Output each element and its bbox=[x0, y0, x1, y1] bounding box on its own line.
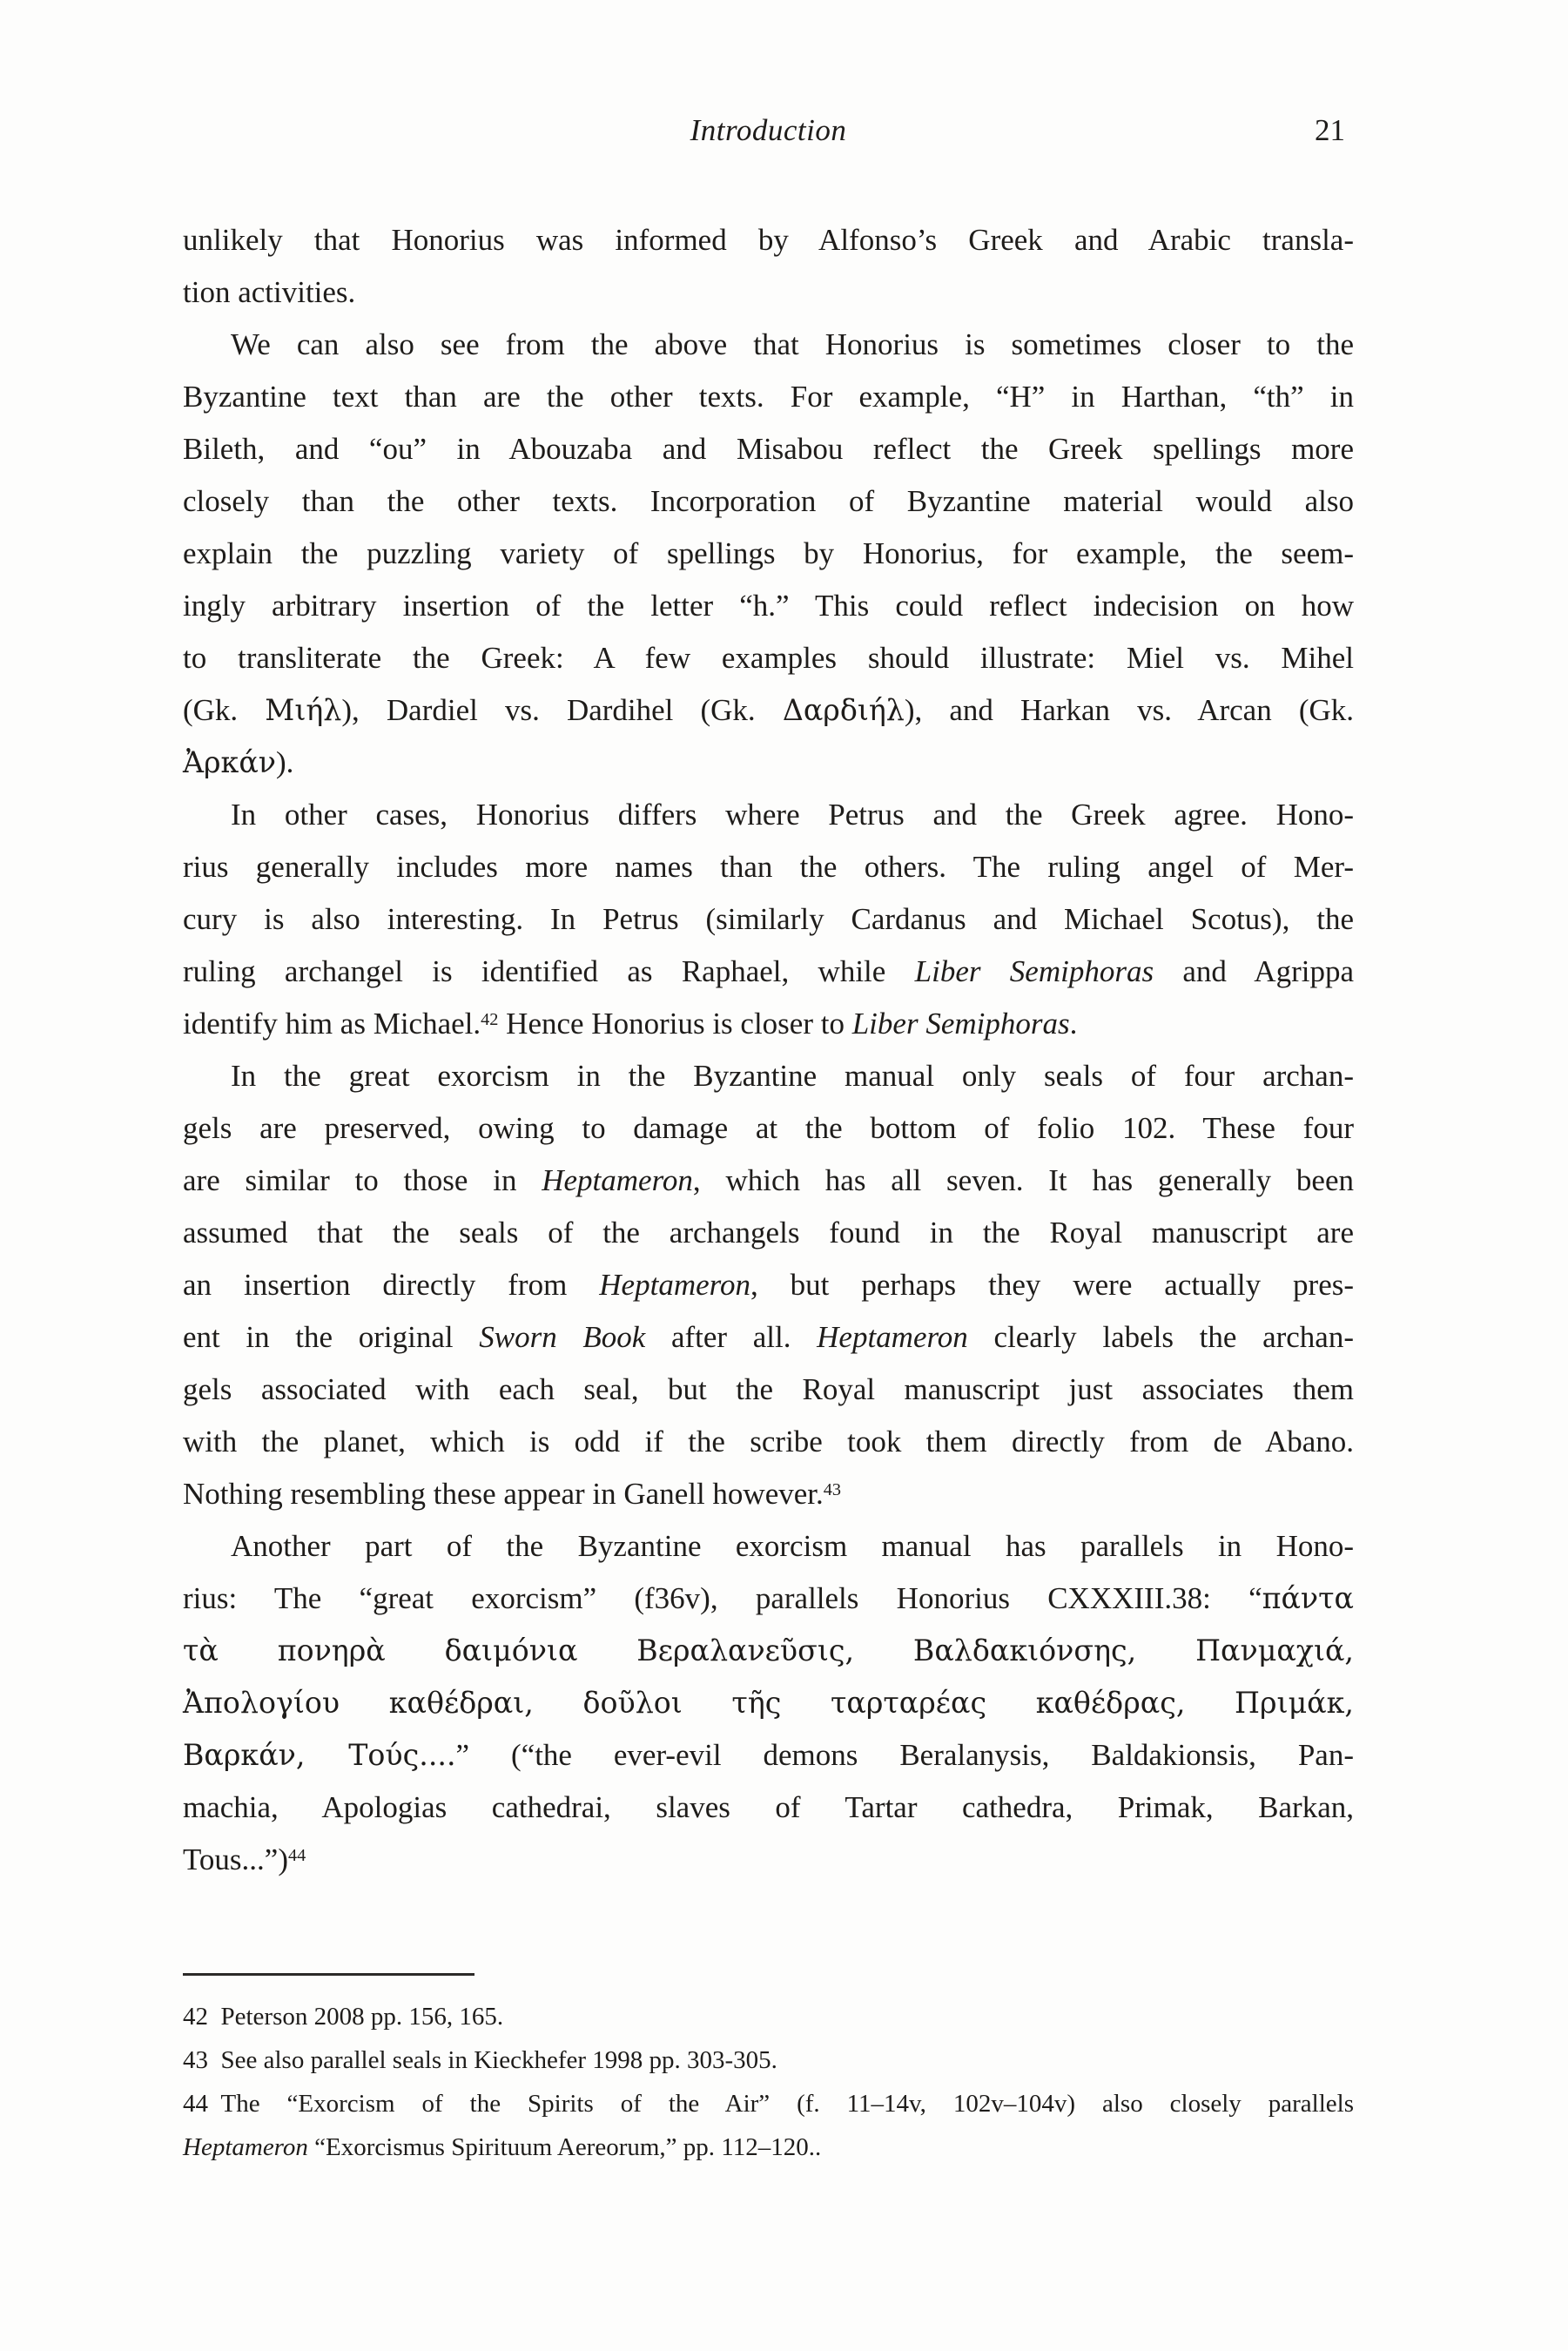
text-segment: In the great exorcism in the Byzantine manual only seals of four archan- bbox=[231, 1059, 1354, 1093]
text-segment: Hence Honorius is closer to bbox=[498, 1007, 852, 1041]
text-segment: “Exorcismus Spirituum Aereorum,” pp. 112–120.. bbox=[307, 2133, 822, 2161]
footnotes bbox=[183, 1995, 1354, 2169]
text-line bbox=[183, 1259, 1354, 1311]
text-segment: identify him as Michael. bbox=[183, 1007, 481, 1041]
text-segment: ent in the original bbox=[183, 1320, 480, 1354]
text-line bbox=[183, 1416, 1354, 1468]
text-segment: 43 See also parallel seals in Kieckhefer 1998 pp. 303-305. bbox=[183, 2046, 777, 2074]
text-segment: closely than the other texts. Incorporation of Byzantine material would also bbox=[183, 484, 1354, 518]
text-segment: , but perhaps they were actually pres- bbox=[750, 1268, 1355, 1302]
text-segment: Heptameron bbox=[817, 1320, 968, 1354]
text-line bbox=[183, 1573, 1354, 1625]
text-segment: ), Dardiel vs. Dardihel (Gk. bbox=[341, 693, 783, 727]
text-line bbox=[183, 1782, 1354, 1834]
text-line bbox=[183, 371, 1354, 423]
text-line bbox=[183, 1520, 1354, 1573]
text-segment: Nothing resembling these appear in Ganell however. bbox=[183, 1477, 824, 1511]
text-segment: Sworn Book bbox=[479, 1320, 646, 1354]
text-line bbox=[183, 1834, 1354, 1886]
text-segment: Δαρδιήλ bbox=[782, 693, 905, 727]
text-segment: clearly labels the archan- bbox=[967, 1320, 1354, 1354]
text-segment: Liber Semiphoras bbox=[914, 954, 1154, 988]
text-segment: . bbox=[1069, 1007, 1078, 1041]
text-line bbox=[183, 841, 1354, 893]
text-segment: are similar to those in bbox=[183, 1163, 542, 1197]
running-header bbox=[183, 111, 1354, 150]
footnote-marker: 42 bbox=[481, 1009, 499, 1029]
text-line bbox=[183, 319, 1354, 371]
text-segment: gels are preserved, owing to damage at the bottom of folio 102. These four bbox=[183, 1111, 1354, 1145]
text-segment: ). bbox=[276, 745, 294, 779]
text-line bbox=[183, 1468, 1354, 1520]
text-line bbox=[183, 1155, 1354, 1207]
text-line bbox=[183, 1729, 1354, 1782]
text-line bbox=[183, 1050, 1354, 1102]
footnote-marker: 43 bbox=[823, 1479, 842, 1499]
text-line bbox=[183, 2125, 1354, 2169]
text-line bbox=[183, 1995, 1354, 2038]
text-line bbox=[183, 1677, 1354, 1729]
text-segment: after all. bbox=[645, 1320, 818, 1354]
text-segment: tion activities. bbox=[183, 275, 356, 309]
text-segment: 42 Peterson 2008 pp. 156, 165. bbox=[183, 2003, 504, 2031]
text-segment: 44 The “Exorcism of the Spirits of the Air” (f. 11–14v, 102v–104v) also closely parallels bbox=[183, 2090, 1354, 2118]
body-text bbox=[183, 214, 1354, 1886]
text-line bbox=[183, 214, 1354, 266]
text-line bbox=[183, 1207, 1354, 1259]
text-segment: Heptameron bbox=[599, 1268, 750, 1302]
text-segment: ), and Harkan vs. Arcan (Gk. bbox=[904, 693, 1355, 727]
text-segment: rius: The “great exorcism” (f36v), parallels Honorius CXXXIII.38: “ bbox=[183, 1581, 1262, 1615]
text-line bbox=[183, 737, 1354, 789]
text-line bbox=[183, 1102, 1354, 1155]
text-line bbox=[183, 266, 1354, 319]
text-segment: Another part of the Byzantine exorcism manual has parallels in Hono- bbox=[231, 1529, 1354, 1563]
text-segment: machia, Apologias cathedrai, slaves of Tartar cathedra, Primak, Barkan, bbox=[183, 1790, 1354, 1824]
text-line bbox=[183, 475, 1354, 528]
text-segment: unlikely that Honorius was informed by Alfonso’s Greek and Arabic transla- bbox=[183, 223, 1354, 257]
chapter-title: Introduction bbox=[690, 113, 847, 147]
text-segment: rius generally includes more names than the others. The ruling angel of Mer- bbox=[183, 850, 1354, 884]
text-segment: In other cases, Honorius differs where Petrus and the Greek agree. Hono- bbox=[231, 798, 1354, 832]
text-segment: to transliterate the Greek: A few examples should illustrate: Miel vs. Mihel bbox=[183, 641, 1354, 675]
text-segment: ruling archangel is identified as Raphael, while bbox=[183, 954, 915, 988]
text-segment: with the planet, which is odd if the scribe took them directly from de Abano. bbox=[183, 1425, 1354, 1458]
text-line bbox=[183, 528, 1354, 580]
text-segment: Heptameron bbox=[542, 1163, 693, 1197]
text-segment: We can also see from the above that Honorius is sometimes closer to the bbox=[231, 327, 1354, 361]
footnote-marker: 44 bbox=[288, 1845, 306, 1865]
text-segment: , which has all seven. It has generally been bbox=[692, 1163, 1354, 1197]
text-line bbox=[183, 893, 1354, 946]
text-segment: ingly arbitrary insertion of the letter “h.” This could reflect indecision on how bbox=[183, 589, 1354, 623]
text-segment: explain the puzzling variety of spellings by Honorius, for example, the seem- bbox=[183, 536, 1354, 570]
text-line bbox=[183, 789, 1354, 841]
text-segment: Ἀρκάν bbox=[183, 745, 277, 779]
text-segment: Byzantine text than are the other texts. For example, “H” in Harthan, “th” in bbox=[183, 380, 1354, 414]
text-line bbox=[183, 998, 1354, 1050]
text-segment: τὰ πονηρὰ δαιμόνια Βεραλανεῦσις, Βαλδακιόνσης, Πανμαχιά, bbox=[183, 1634, 1354, 1667]
text-segment: πάντα bbox=[1262, 1581, 1354, 1615]
text-line bbox=[183, 632, 1354, 684]
text-segment: Bileth, and “ou” in Abouzaba and Misabou reflect the Greek spellings more bbox=[183, 432, 1354, 466]
text-segment: Heptameron bbox=[183, 2133, 308, 2161]
page-number: 21 bbox=[1315, 113, 1345, 147]
text-line bbox=[183, 2038, 1354, 2082]
text-segment: and Agrippa bbox=[1154, 954, 1354, 988]
text-line bbox=[183, 580, 1354, 632]
text-segment: assumed that the seals of the archangels found in the Royal manuscript are bbox=[183, 1216, 1354, 1250]
text-line bbox=[183, 1364, 1354, 1416]
text-segment: Ἀπολογίου καθέδραι, δοῦλοι τῆς ταρταρέας καθέδρας, Πριμάκ, bbox=[183, 1686, 1354, 1720]
text-segment: cury is also interesting. In Petrus (similarly Cardanus and Michael Scotus), the bbox=[183, 902, 1354, 936]
text-segment: (Gk. bbox=[183, 693, 266, 727]
footnote-separator-rule bbox=[183, 1973, 474, 1976]
text-segment: an insertion directly from bbox=[183, 1268, 600, 1302]
text-segment: Βαρκάν, Τούς.... bbox=[183, 1738, 456, 1772]
text-segment: Tous...”) bbox=[183, 1842, 288, 1876]
text-line bbox=[183, 2082, 1354, 2125]
text-segment: gels associated with each seal, but the Royal manuscript just associates them bbox=[183, 1372, 1354, 1406]
text-segment: Liber Semiphoras bbox=[851, 1007, 1070, 1041]
text-line bbox=[183, 423, 1354, 475]
text-line bbox=[183, 946, 1354, 998]
text-line bbox=[183, 1311, 1354, 1364]
text-line bbox=[183, 684, 1354, 737]
text-segment: ” (“the ever-evil demons Beralanysis, Baldakionsis, Pan- bbox=[455, 1738, 1354, 1772]
text-segment: Μιήλ bbox=[265, 693, 342, 727]
text-line bbox=[183, 1625, 1354, 1677]
